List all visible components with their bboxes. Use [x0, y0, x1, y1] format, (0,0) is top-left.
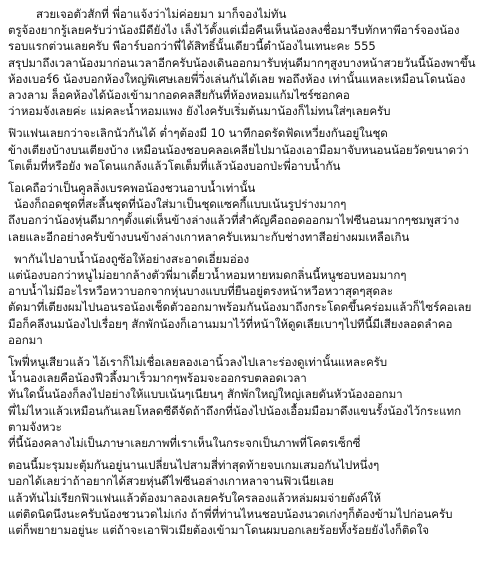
- text-line: ลวงลาม ล็อคห้องได้น้องเข้ามากอดคลสียกันที่ห้องหอมแก้มไซร์ซอกคอ: [8, 88, 350, 103]
- text-line: บอกได้เลยว่าถ้าอยากได้สวยหุ่นดีไฟซีนอล่างเกาหลาจานฟิวเนียเลย: [8, 474, 334, 489]
- text-line: ตามจังหวะ: [8, 419, 62, 434]
- paragraph-2: [8, 125, 492, 174]
- text-line: แต่น้องบอกว่าหนูไม่อยากล้างตัวพี่มาเดี๋ยวน้ำหอมหายหมดกลิ่นนี้หนูชอบหอมมากๆ: [8, 268, 407, 283]
- text-line: น้องก็ถอดชุดที่สะลึ้นชุดที่น้องใส่มาเป็นชุดแซคกี้แบบเน้นรูปร่างมากๆ: [14, 197, 347, 212]
- text-line: รอบแรกต่วนเลยครับ พีอาร์บอกว่าพี่ได้สิทธิ์นั้นเดียวนี้ตำน้องไนเทนะคะ 555: [8, 39, 376, 54]
- text-line: ตรูจ้องยากรู้เลยครับว่าน้องมีดียังไง เล็งไว้ตั้งแต่เมื่อคืนเห็นน้องลงชื่อมารีบทักหาพีอาร์จองน้อง: [8, 23, 460, 38]
- paragraph-4: [8, 251, 492, 348]
- text-line: ฟิวแฟนเลยกว่าจะเลิกนัวกันได้ ต่ำๆต้องมี 10 นาทีกอดรัดฟัดเหวี่ยงกันอยู่ในชุด: [8, 126, 388, 141]
- text-line: ตอนนี้มะรุมมะตุ้มกันอยู่นานเปลี่ยนไปสามสี่ท่าสุดท้ายจบเกมเสมอกันไปหนึ่งๆ: [8, 458, 380, 473]
- text-line: สวยเจอตัวสักที่ พี่อาแจ้งว่าไม่ค่อยมา มาก็จองไม่ทัน: [36, 7, 287, 21]
- text-line: ที่นี้น้องคลางไม่เป็นภาษาเลยภาพที่เราเห็นในกระจกเป็นภาพที่โคตรเซ็กซี่: [8, 436, 361, 451]
- text-line: โอเคถือว่าเป็นคูลลิ่งเบรคพอน้องชวนอาบน้ำเท่านั้น: [8, 181, 256, 196]
- text-line: แล้วทันไม่เรียกฟิวแฟนแล้วต้องมาลองเลยครับใครลองแล้วหล่มผมจ่ายตังค์ให้: [8, 490, 381, 505]
- paragraph-intro: [8, 6, 492, 119]
- text-line: ถึงบอกว่าน้องหุ่นดีมากๆตั้งแต่เห็นข้างล่างแล้วที่สำคัญคือถอดออกมาไฟซีนอนมากๆชมพูสว่าง: [8, 213, 460, 228]
- text-line: ห้องเบอร์6 น้องบอกห้องใหญ่พิเศษเลยพี่วิ่งเล่นกันได้เลย พอถึงห้อง เท่านั้นแหละเหมือนโดนน้อง: [8, 71, 466, 86]
- text-line: โตเต็มที่หรือยัง พอโดนแกล้งแล้วโตเต็มที่แล้วน้องบอกป่ะพี่อาบน้ำกัน: [8, 158, 341, 173]
- paragraph-6: [8, 457, 492, 538]
- text-line: ข้างเตียงบ้างบนเตียงบ้าง เหมือนน้องชอบคลอเคลียไปมาน้องเอามือมาจับหนอนน้อยวัดขนาดว่า: [8, 142, 469, 157]
- text-line: อาบน้ำไม่มีอะไรหวือหวาบอกจากหุ่นบางแบบที่ยืนอยู่ตรงหน้าหวือหวาสุดๆสุดละ: [8, 284, 394, 299]
- paragraph-5: [8, 354, 492, 451]
- text-line: โพฟี่หนูเสียวแล้ว ไอ้เราก็ไม่เชื่อเลยลองเอานิ้วลงไปเลาะร่องดูเท่านั้นแหละครับ: [8, 355, 387, 370]
- text-line: พากันไปอาบน้ำน้องถูซ้อให้อย่างสะอาดเอี่ยมอ่อง: [14, 251, 250, 266]
- text-line: น้ำนองเลยคือน้องฟีวลึ้งมาเร็วมากๆพร้อมจะออกรบตลอดเวลา: [8, 371, 307, 386]
- text-line: สรุปมาถึงเวลาน้องมาก่อนเวลาอีกครับน้องเดินออกมารับหุ่นดีมากๆสูงบางหน้าสวยวันนี้น้องพาขึ้น: [8, 55, 476, 70]
- text-line: ว่าหอมจังเลยค่ะ แม่คละน้ำหอมแพง ยังไงครับเริ่มต้นมาน้องก็ไม่ทนใส่ๆเลยครับ: [8, 104, 391, 119]
- text-line: มือก็คลึงนมน้องไปเรื่อยๆ สักพักน้องก็เอานมมาไว้ที่หน้าให้ดูดเลียเบาๆไปทีนี้มีเสียงลอดลำคอ: [8, 316, 453, 331]
- text-line: ออกมา: [8, 332, 43, 347]
- text-line: ตัดมาที่เตียงผมไปนอนรอน้องเช็ดตัวออกมาพร้อมกันน้องมาถึงกระโดดขึ้นคร่อมแล้วก็ไซร์คอเลย: [8, 300, 472, 315]
- text-line: แต่ก็พยายามอยู่นะ แต่ถ้าจะเอาฟิวเมียต้องเข้ามาโดนผมบอกเลยร้อยทั้งร้อยยังไงก็ติดใจ: [8, 523, 429, 538]
- text-line: เลยและอีกอย่างครับข้างบนข้างล่างเกาหลาครับเหมาะกับช่างทาสีอย่างผมเหลือเกิน: [8, 229, 410, 244]
- text-line: ทันใดนั้นน้องก็ลงไปอย่างให้แบบเน้นๆเนียนๆ สักพักใหญ่ใหญ่เลยดันหัวน้องออกมา: [8, 387, 403, 402]
- paragraph-3: [8, 180, 492, 245]
- text-line: พี่ไม่ไหวแล้วเหมือนกันเลยโหลดซีดีจัดถ้าถึงกที่น้องไปน้องเอื้อมมือมาดึงแขนรั้งน้องไว้กระแทก: [8, 403, 462, 418]
- text-line: แต่ติดนิดนึงนะครับน้องชวนวดไม่เก่ง ถ้าพี่ที่ท่านไหนชอบน้องนวดเก่งๆก็ต้องข้ามไปก่อนครับ: [8, 506, 453, 521]
